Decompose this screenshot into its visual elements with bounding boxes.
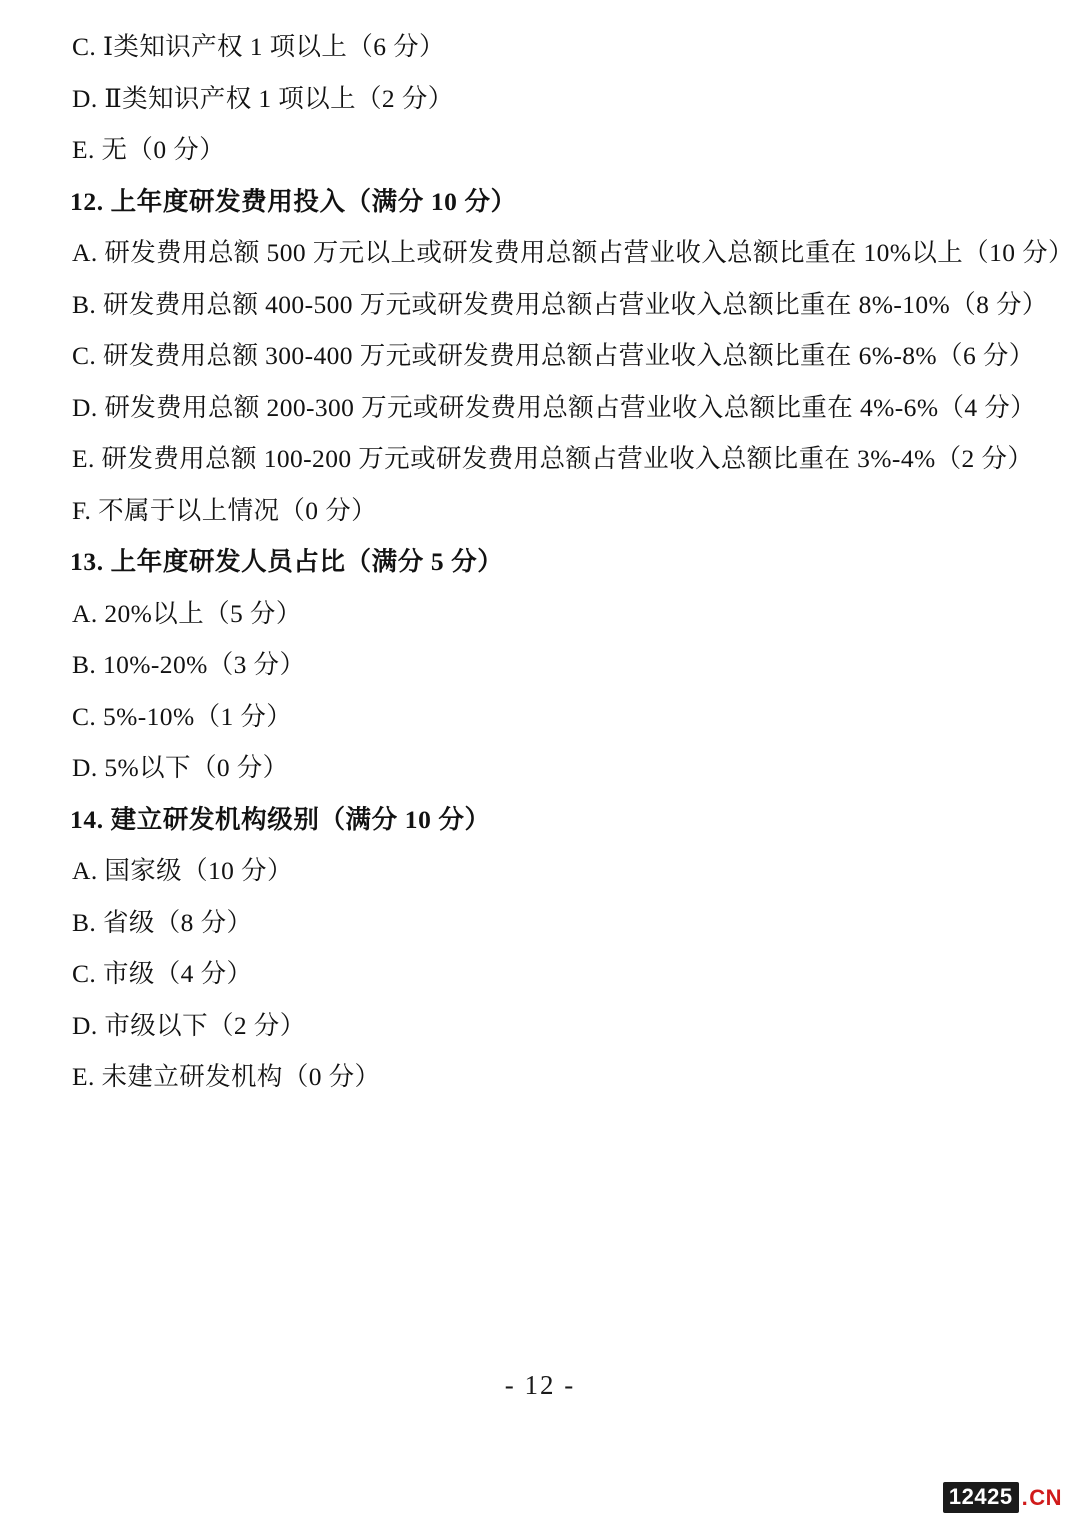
page-number: - 12 - bbox=[504, 1370, 576, 1400]
answer-option: C. 市级（4 分） bbox=[72, 959, 253, 988]
answer-option: C. 研发费用总额 300-400 万元或研发费用总额占营业收入总额比重在 6%-8%（6 分） bbox=[72, 341, 1035, 370]
document-body bbox=[70, 32, 1074, 1091]
answer-option: B. 10%-20%（3 分） bbox=[72, 650, 306, 679]
answer-option: A. 研发费用总额 500 万元以上或研发费用总额占营业收入总额比重在 10%以上（10 分） bbox=[72, 238, 1074, 267]
answer-option: D. 研发费用总额 200-300 万元或研发费用总额占营业收入总额比重在 4%-6%（4 分） bbox=[72, 392, 1037, 422]
answer-option: D. 5%以下（0 分） bbox=[72, 753, 289, 782]
answer-option: A. 20%以上（5 分） bbox=[72, 598, 302, 628]
watermark-suffix: CN bbox=[1029, 1484, 1062, 1510]
answer-option: E. 未建立研发机构（0 分） bbox=[72, 1062, 381, 1091]
question-heading: 12. 上年度研发费用投入（满分 10 分） bbox=[70, 186, 517, 216]
answer-option: A. 国家级（10 分） bbox=[72, 856, 293, 885]
answer-option: E. 无（0 分） bbox=[72, 135, 226, 164]
answer-option: D. Ⅱ类知识产权 1 项以上（2 分） bbox=[72, 83, 454, 113]
question-heading: 14. 建立研发机构级别（满分 10 分） bbox=[70, 804, 491, 834]
answer-option: B. 省级（8 分） bbox=[72, 907, 253, 937]
answer-option: C. Ⅰ类知识产权 1 项以上（6 分） bbox=[72, 32, 445, 61]
watermark-number: 12425 bbox=[943, 1482, 1019, 1513]
answer-option: F. 不属于以上情况（0 分） bbox=[72, 495, 378, 525]
answer-option: B. 研发费用总额 400-500 万元或研发费用总额占营业收入总额比重在 8%-10%（8 分） bbox=[72, 289, 1048, 319]
answer-option: C. 5%-10%（1 分） bbox=[72, 701, 293, 731]
site-watermark bbox=[943, 1482, 1062, 1513]
watermark-dot: . bbox=[1021, 1484, 1029, 1510]
answer-option: E. 研发费用总额 100-200 万元或研发费用总额占营业收入总额比重在 3%-4%（2 分） bbox=[72, 444, 1034, 473]
answer-option: D. 市级以下（2 分） bbox=[72, 1010, 306, 1040]
question-heading: 13. 上年度研发人员占比（满分 5 分） bbox=[70, 547, 504, 576]
